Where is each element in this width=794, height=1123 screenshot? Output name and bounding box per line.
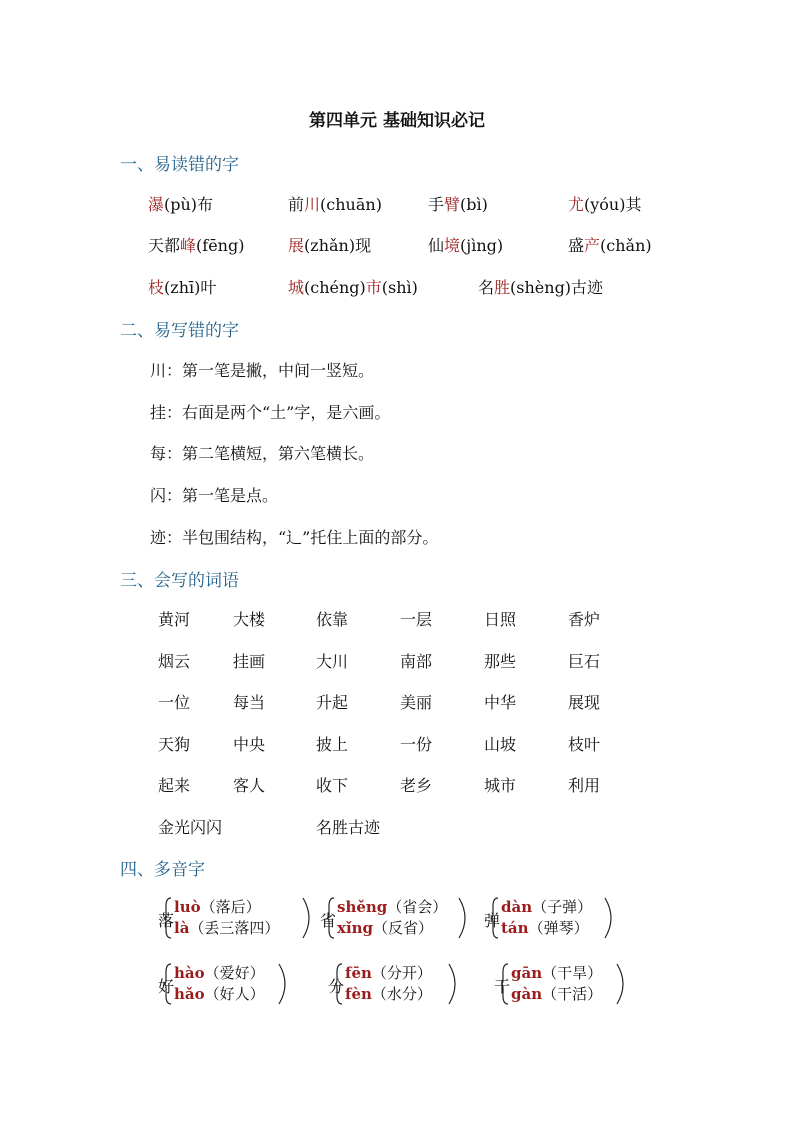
polyphone-reading [511,962,602,983]
word-item: 客人 [233,776,266,795]
example-word: （省会） [387,898,448,916]
pinyin: tán [501,919,529,937]
example-word: （爱好） [204,964,265,982]
close-paren-icon [458,896,466,951]
polyphone-reading [174,962,265,983]
word-item: 日照 [484,610,517,629]
word-item: 一份 [400,735,433,754]
word-item: 起来 [158,776,191,795]
misread-item: 名胜(shèng)古迹 [478,278,604,297]
close-paren-icon [604,896,612,951]
word-item: 香炉 [568,610,601,629]
section-heading-words: 三、会写的词语 [120,571,239,591]
open-brace-icon [327,896,335,951]
example-word: （丢三落四） [189,919,280,937]
word-item: 收下 [316,776,349,795]
polyphone-char: 弹 [484,911,501,930]
example-word: （落后） [200,898,261,916]
word-item: 黄河 [158,610,191,629]
example-word: （水分） [371,985,432,1003]
example-word: （好人） [204,985,265,1003]
misread-item: 天都峰(fēng) [148,236,245,255]
misread-item: 手臂(bì) [428,195,488,214]
pinyin: hào [174,964,205,982]
misread-item: 前川(chuān) [288,195,382,214]
writing-note: 挂：右面是两个“土”字，是六画。 [150,403,391,422]
word-item: 那些 [484,652,517,671]
pinyin: gān [511,964,543,982]
pinyin: hǎo [174,985,205,1003]
writing-note: 迹：半包围结构，“辶”托住上面的部分。 [150,528,439,547]
word-item: 一层 [400,610,433,629]
word-item: 天狗 [158,735,191,754]
pinyin: luò [174,898,201,916]
word-item: 枝叶 [568,735,601,754]
close-paren-icon [278,962,286,1017]
open-brace-icon [164,962,172,1017]
polyphone-entry [328,962,462,1010]
word-item: 一位 [158,693,191,712]
pinyin: dàn [501,898,533,916]
polyphone-reading [337,896,447,917]
example-word: （干活） [542,985,603,1003]
polyphone-reading [345,983,432,1004]
example-word: （弹琴） [528,919,589,937]
example-word: （干旱） [542,964,603,982]
example-word: （子弹） [532,898,593,916]
polyphone-entry [320,896,472,944]
word-item: 老乡 [400,776,433,795]
word-item: 利用 [568,776,601,795]
polyphone-char: 好 [158,977,175,996]
polyphone-entry [484,896,618,944]
section-heading-polyphones: 四、多音字 [120,860,205,880]
polyphone-reading [501,917,589,938]
polyphone-entry [158,962,292,1010]
polyphone-reading [501,896,592,917]
open-brace-icon [164,896,172,951]
pinyin: fēn [345,964,372,982]
polyphone-char: 落 [158,911,175,930]
word-item: 城市 [484,776,517,795]
pinyin: là [174,919,190,937]
word-item: 挂画 [233,652,266,671]
word-item: 烟云 [158,652,191,671]
open-brace-icon [335,962,343,1017]
word-item: 南部 [400,652,433,671]
pinyin: xǐng [337,919,374,937]
polyphone-reading [511,983,602,1004]
word-item: 名胜古迹 [316,818,381,837]
section-heading-miswritten: 二、易写错的字 [120,321,239,341]
word-item: 中央 [233,735,266,754]
word-item: 中华 [484,693,517,712]
pinyin: fèn [345,985,372,1003]
word-item: 金光闪闪 [158,818,223,837]
misread-item: 尤(yóu)其 [568,195,642,214]
polyphone-reading [174,917,279,938]
polyphone-entry [494,962,630,1010]
word-item: 披上 [316,735,349,754]
word-item: 大楼 [233,610,266,629]
example-word: （分开） [371,964,432,982]
word-item: 每当 [233,693,266,712]
section-heading-misread: 一、易读错的字 [120,155,239,175]
polyphone-reading [337,917,433,938]
polyphone-reading [174,896,261,917]
misread-item: 城(chéng)市(shì) [288,278,418,297]
pinyin: shěng [337,898,388,916]
word-item: 升起 [316,693,349,712]
polyphone-reading [345,962,432,983]
polyphone-entry [158,896,316,944]
misread-item: 盛产(chǎn) [568,236,652,255]
writing-note: 每：第二笔横短，第六笔横长。 [150,444,375,463]
word-item: 依靠 [316,610,349,629]
word-item: 山坡 [484,735,517,754]
word-item: 展现 [568,693,601,712]
word-item: 大川 [316,652,349,671]
close-paren-icon [448,962,456,1017]
misread-item: 枝(zhī)叶 [148,278,217,297]
open-brace-icon [491,896,499,951]
close-paren-icon [302,896,310,951]
writing-note: 闪：第一笔是点。 [150,486,279,505]
close-paren-icon [616,962,624,1017]
misread-item: 瀑(pù)布 [148,195,214,214]
word-item: 美丽 [400,693,433,712]
polyphone-char: 分 [328,977,345,996]
polyphone-char: 干 [494,977,511,996]
example-word: （反省） [373,919,434,937]
writing-note: 川：第一笔是撇，中间一竖短。 [150,361,375,380]
polyphone-reading [174,983,265,1004]
misread-item: 仙境(jìng) [428,236,504,255]
page-title: 第四单元 基础知识必记 [309,111,485,131]
word-item: 巨石 [568,652,601,671]
polyphone-char: 省 [320,911,337,930]
misread-item: 展(zhǎn)现 [288,236,372,255]
open-brace-icon [501,962,509,1017]
pinyin: gàn [511,985,543,1003]
